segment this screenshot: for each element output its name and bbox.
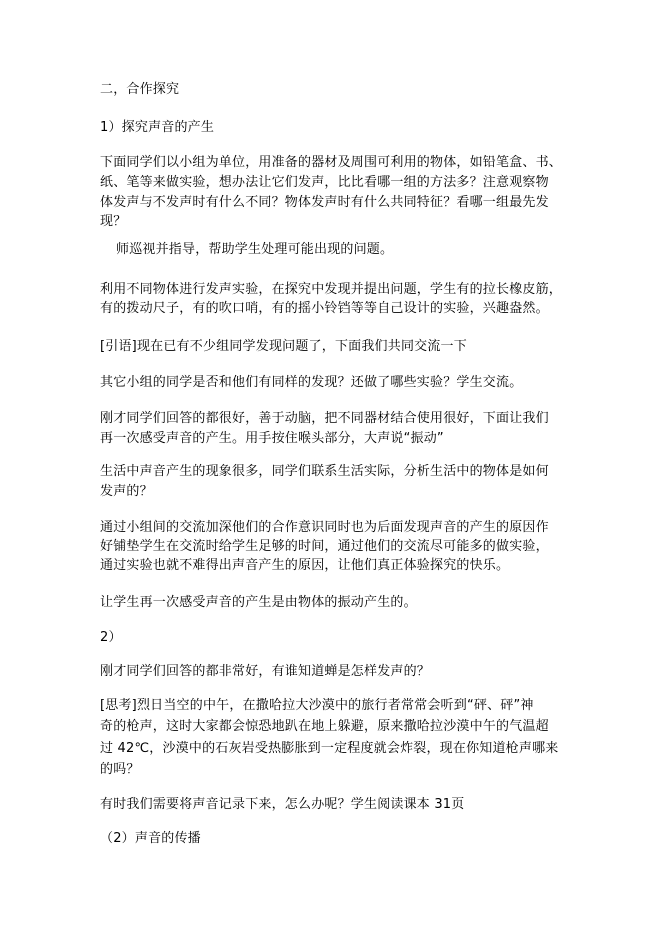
- paragraph-line: 通过小组间的交流加深他们的合作意识同时也为后面发现声音的产生的原因作: [100, 520, 549, 535]
- paragraph-line: 奇的枪声，这时大家都会惊恐地趴在地上躲避，原来撒哈拉沙漠中午的气温超: [100, 719, 549, 734]
- paragraph-line: 纸、笔等来做实验，想办法让它们发声，比比看哪一组的方法多？注意观察物: [100, 175, 549, 190]
- paragraph-line: 让学生再一次感受声音的产生是由物体的振动产生的。: [100, 595, 417, 610]
- paragraph-line: 刚才同学们回答的都很好，善于动脑，把不同器材结合使用很好，下面让我们: [100, 411, 549, 426]
- paragraph-line: 其它小组的同学是否和他们有同样的发现？还做了哪些实验？学生交流。: [100, 375, 523, 390]
- subheading: （2）声音的传播: [100, 831, 201, 846]
- paragraph-line: 生活中声音产生的现象很多，同学们联系生活实际，分析生活中的物体是如何: [100, 464, 549, 479]
- paragraph-line: 下面同学们以小组为单位，用准备的器材及周围可利用的物体，如铅笔盒、书、: [100, 155, 563, 170]
- paragraph-line: [思考]烈日当空的中午，在撒哈拉大沙漠中的旅行者常常会听到“砰、砰”神: [100, 698, 534, 713]
- paragraph-line: 再一次感受声音的产生。用手按住喉头部分，大声说“振动”: [100, 431, 444, 446]
- subheading: 1）探究声音的产生: [100, 120, 215, 135]
- paragraph-line: 发声的？: [100, 484, 153, 499]
- paragraph-line: 有时我们需要将声音记录下来，怎么办呢？学生阅读课本 31页: [100, 797, 465, 812]
- paragraph-line: 过 42℃，沙漠中的石灰岩受热膨胀到一定程度就会炸裂，现在你知道枪声哪来: [100, 741, 559, 756]
- paragraph-line: 的吗？: [100, 762, 140, 777]
- paragraph-line: 利用不同物体进行发声实验，在探究中发现并提出问题，学生有的拉长橡皮筋，: [100, 282, 563, 297]
- paragraph-line: [引语]现在已有不少组同学发现问题了，下面我们共同交流一下: [100, 339, 467, 354]
- paragraph-line: 好铺垫学生在交流时给学生足够的时间，通过他们的交流尽可能多的做实验，: [100, 539, 549, 554]
- paragraph-line: 2）: [100, 630, 122, 645]
- section-heading: 二，合作探究: [100, 82, 180, 97]
- paragraph-line: 师巡视并指导，帮助学生处理可能出现的问题。: [116, 242, 394, 257]
- paragraph-line: 现？: [100, 214, 127, 229]
- paragraph-line: 刚才同学们回答的都非常好，有谁知道蝉是怎样发声的？: [100, 664, 431, 679]
- paragraph-line: 体发声与不发声时有什么不同？物体发声时有什么共同特征？看哪一组最先发: [100, 195, 549, 210]
- paragraph-line: 通过实验也就不难得出声音产生的原因，让他们真正体验探究的快乐。: [100, 558, 510, 573]
- paragraph-line: 有的拨动尺子，有的吹口哨，有的摇小铃铛等等自己设计的实验，兴趣盎然。: [100, 301, 549, 316]
